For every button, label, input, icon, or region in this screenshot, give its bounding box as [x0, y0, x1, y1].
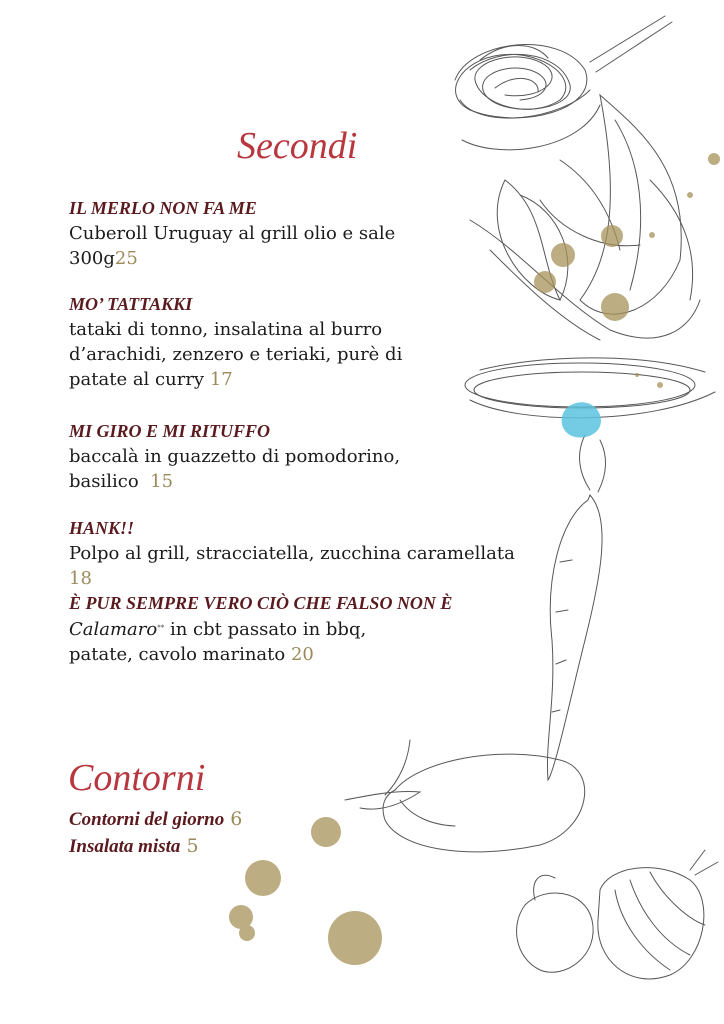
allergen-marker: ** — [157, 624, 165, 632]
side-price: 6 — [230, 808, 243, 830]
section-title-contorni: Contorni — [68, 757, 206, 799]
dish-item — [69, 419, 539, 494]
side-item — [69, 833, 199, 860]
dish-name: MO’ TATTAKKI — [69, 294, 193, 314]
dish-name: È PUR SEMPRE VERO CIÒ CHE FALSO NON È — [69, 593, 453, 613]
fork-handle-sketch — [590, 16, 672, 72]
dish-name: IL MERLO NON FA ME — [69, 198, 257, 218]
eggplant-sketch — [345, 740, 585, 852]
spaghetti-nest-sketch — [455, 45, 600, 150]
dish-item — [69, 196, 539, 271]
dish-item — [69, 292, 539, 392]
blue-paint-accent — [562, 402, 601, 437]
stain-icon — [657, 382, 663, 388]
dish-description: Polpo al grill, stracciatella, zucchina caramellata 18 — [69, 543, 515, 589]
stain-icon — [328, 911, 382, 965]
stain-icon — [534, 271, 556, 293]
side-price: 5 — [186, 835, 199, 857]
stain-icon — [687, 192, 693, 198]
section-title-secondi: Secondi — [237, 125, 358, 167]
stain-icon — [601, 293, 629, 321]
carrot-sketch — [547, 435, 605, 780]
stain-icon — [649, 232, 655, 238]
dish-description: Cuberoll Uruguay al grill olio e sale 300g25 — [69, 223, 396, 269]
stain-icon — [551, 243, 575, 267]
stain-icon — [635, 373, 639, 377]
dish-name: MI GIRO E MI RITUFFO — [69, 421, 271, 441]
dish-price: 18 — [69, 568, 92, 589]
dish-price: 20 — [290, 644, 314, 665]
dish-price: 17 — [209, 369, 233, 390]
dish-item — [69, 591, 539, 667]
dish-description: Calamaro** in cbt passato in bbq, patate, cavolo marinato 20 — [69, 619, 367, 665]
stain-icon — [601, 225, 623, 247]
side-name: Insalata mista — [69, 836, 181, 857]
dish-price: 25 — [114, 248, 138, 269]
stain-icon — [708, 153, 720, 165]
dish-description: tataki di tonno, insalatina al burro d’arachidi, zenzero e teriaki, purè di patate al curry 17 — [69, 319, 403, 390]
stain-icon — [245, 860, 281, 896]
stain-icon — [239, 925, 255, 941]
dish-name: HANK!! — [69, 518, 135, 538]
stain-icon — [311, 817, 341, 847]
side-name: Contorni del giorno — [69, 809, 225, 830]
dish-price: 15 — [150, 471, 174, 492]
dish-description: baccalà in guazzetto di pomodorino, basilico 15 — [69, 446, 401, 492]
onion-sketch — [517, 850, 718, 979]
side-item — [69, 806, 242, 833]
dish-item — [69, 516, 539, 591]
